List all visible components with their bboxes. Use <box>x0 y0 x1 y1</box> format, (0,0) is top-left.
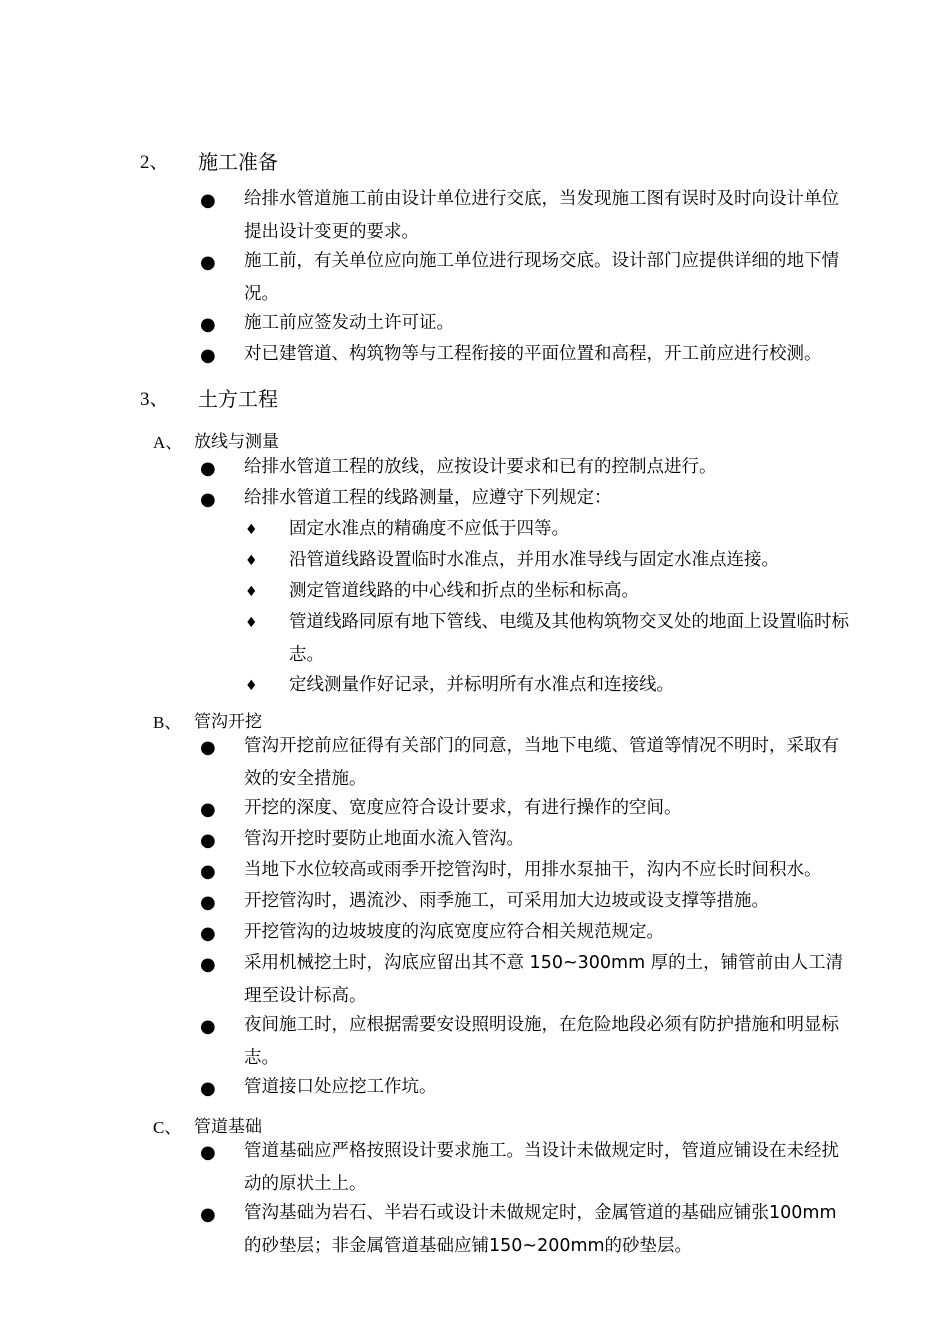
list-item: 管沟开挖前应征得有关部门的同意，当地下电缆、管道等情况不明时，采取有效的安全措施。 <box>244 736 839 789</box>
bullet-icon: ● <box>200 190 216 211</box>
bullet-icon: ● <box>200 861 216 882</box>
list-item: 施工前应签发动土许可证。 <box>244 313 454 333</box>
list-item: 给排水管道施工前由设计单位进行交底，当发现施工图有误时及时向设计单位提出设计变更的要求。 <box>244 189 839 242</box>
bullet-icon: ● <box>200 1078 216 1099</box>
sub-list-item: 定线测量作好记录，并标明所有水准点和连接线。 <box>289 675 674 695</box>
list-item: 管沟基础为岩石、半岩石或设计未做规定时，金属管道的基础应铺张100mm的砂垫层；非金属管道基础应铺150~200mm的砂垫层。 <box>244 1203 837 1256</box>
bullet-icon: ● <box>200 1204 216 1225</box>
bullet-icon: ● <box>200 892 216 913</box>
list-item: 施工前，有关单位应向施工单位进行现场交底。设计部门应提供详细的地下情况。 <box>244 251 839 304</box>
list-item: 开挖管沟的边坡坡度的沟底宽度应符合相关规范规定。 <box>244 922 664 942</box>
bullet-icon: ● <box>200 1142 216 1163</box>
list-item: 当地下水位较高或雨季开挖管沟时，用排水泵抽干，沟内不应长时间积水。 <box>244 860 822 880</box>
diamond-bullet-icon: ♦ <box>245 553 258 569</box>
bullet-icon: ● <box>200 345 216 366</box>
sub-list-item: 固定水准点的精确度不应低于四等。 <box>289 519 569 539</box>
section-3-number: 3、 <box>140 389 169 410</box>
bullet-icon: ● <box>200 252 216 273</box>
bullet-icon: ● <box>200 830 216 851</box>
list-item: 采用机械挖土时，沟底应留出其不意 150~300mm 厚的土，铺管前由人工清理至设计标高。 <box>244 953 844 1006</box>
subsection-a-letter: A、 <box>153 433 183 452</box>
list-item: 开挖管沟时，遇流沙、雨季施工，可采用加大边坡或设支撑等措施。 <box>244 891 769 911</box>
diamond-bullet-icon: ♦ <box>245 584 258 600</box>
bullet-icon: ● <box>200 458 216 479</box>
list-item: 开挖的深度、宽度应符合设计要求，有进行操作的空间。 <box>244 798 682 818</box>
sub-list-item: 测定管道线路的中心线和折点的坐标和标高。 <box>289 581 639 601</box>
bullet-icon: ● <box>200 954 216 975</box>
section-2-title: 施工准备 <box>198 150 278 174</box>
list-item: 管沟开挖时要防止地面水流入管沟。 <box>244 829 524 849</box>
diamond-bullet-icon: ♦ <box>245 678 258 694</box>
list-item: 给排水管道工程的放线，应按设计要求和已有的控制点进行。 <box>244 457 717 477</box>
diamond-bullet-icon: ♦ <box>245 522 258 538</box>
sub-list-item: 管道线路同原有地下管线、电缆及其他构筑物交叉处的地面上设置临时标志。 <box>289 612 849 665</box>
bullet-icon: ● <box>200 799 216 820</box>
bullet-icon: ● <box>200 314 216 335</box>
subsection-b-letter: B、 <box>153 713 182 732</box>
bullet-icon: ● <box>200 923 216 944</box>
section-2-number: 2、 <box>140 152 169 173</box>
list-item: 管道基础应严格按照设计要求施工。当设计未做规定时，管道应铺设在未经扰动的原状土上。 <box>244 1141 839 1194</box>
subsection-b-title: 管沟开挖 <box>194 712 262 732</box>
list-item: 给排水管道工程的线路测量，应遵守下列规定： <box>244 488 612 508</box>
subsection-c-letter: C、 <box>153 1118 182 1137</box>
diamond-bullet-icon: ♦ <box>245 615 258 631</box>
subsection-c-title: 管道基础 <box>194 1117 262 1137</box>
list-item: 管道接口处应挖工作坑。 <box>244 1077 437 1097</box>
subsection-a-title: 放线与测量 <box>194 432 279 452</box>
bullet-icon: ● <box>200 489 216 510</box>
list-item: 夜间施工时，应根据需要安设照明设施，在危险地段必须有防护措施和明显标志。 <box>244 1015 839 1068</box>
bullet-icon: ● <box>200 737 216 758</box>
list-item: 对已建管道、构筑物等与工程衔接的平面位置和高程，开工前应进行校测。 <box>244 344 822 364</box>
bullet-icon: ● <box>200 1016 216 1037</box>
section-3-title: 土方工程 <box>198 387 278 411</box>
sub-list-item: 沿管道线路设置临时水准点，并用水准导线与固定水准点连接。 <box>289 550 779 570</box>
